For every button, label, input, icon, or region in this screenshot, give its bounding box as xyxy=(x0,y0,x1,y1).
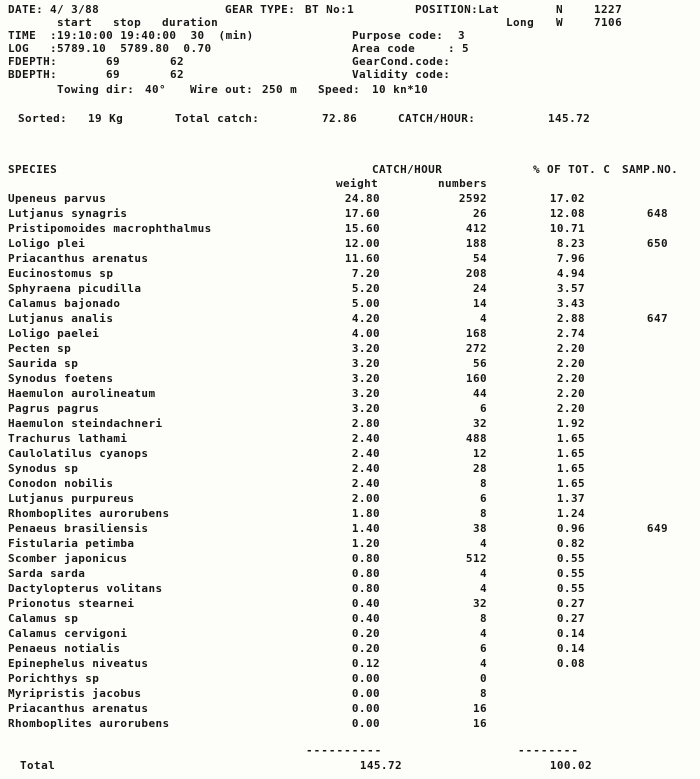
catch-numbers: 32 xyxy=(472,597,487,610)
species-name: Trachurus lathami xyxy=(8,432,128,445)
species-name: Priacanthus arenatus xyxy=(8,702,149,715)
pct-of-total: 2.74 xyxy=(556,327,585,340)
catch-numbers: 8 xyxy=(479,507,487,520)
table-row xyxy=(0,326,700,341)
header-line-7 xyxy=(0,83,700,96)
catch-numbers: 4 xyxy=(479,567,487,580)
catch-weight: 0.80 xyxy=(351,582,380,595)
bdepth-start: 69 xyxy=(106,68,121,81)
table-row xyxy=(0,461,700,476)
species-name: Lutjanus purpureus xyxy=(8,492,135,505)
samp-no xyxy=(585,716,668,731)
catch-weight: 1.20 xyxy=(351,537,380,550)
pct-of-total: 0.96 xyxy=(556,522,585,535)
pct-of-total: 10.71 xyxy=(549,222,585,235)
table-row xyxy=(0,416,700,431)
catch-weight: 4.00 xyxy=(351,327,380,340)
total-rules xyxy=(0,744,700,757)
species-name: Rhomboplites aurorubens xyxy=(8,717,170,730)
catch-numbers: 6 xyxy=(479,402,487,415)
samp-no: 647 xyxy=(646,312,668,325)
catch-numbers: 168 xyxy=(465,327,487,340)
catch-weight: 2.40 xyxy=(351,477,380,490)
bdepth-label: BDEPTH: xyxy=(8,68,58,81)
samp-no xyxy=(585,551,668,566)
table-row xyxy=(0,701,700,716)
catch-weight: 0.00 xyxy=(351,717,380,730)
col-start-label: start xyxy=(57,16,93,29)
catch-numbers: 0 xyxy=(479,672,487,685)
pct-of-total: 0.55 xyxy=(556,582,585,595)
catch-weight: 3.20 xyxy=(351,402,380,415)
long-label: Long xyxy=(506,16,535,29)
catch-numbers: 188 xyxy=(465,237,487,250)
samp-no: 649 xyxy=(646,522,668,535)
catch-weight: 24.80 xyxy=(344,192,380,205)
pct-of-total: 4.94 xyxy=(556,267,585,280)
table-row xyxy=(0,566,700,581)
sorted-value: 19 Kg xyxy=(88,112,124,125)
header-line-3 xyxy=(0,29,700,42)
table-row xyxy=(0,266,700,281)
samp-no xyxy=(585,296,668,311)
catch-weight: 1.40 xyxy=(351,522,380,535)
catch-numbers: 54 xyxy=(472,252,487,265)
species-name: Loligo paelei xyxy=(8,327,100,340)
sorted-label: Sorted: xyxy=(18,112,68,125)
table-subheader-row xyxy=(0,177,700,190)
samp-no xyxy=(585,191,668,206)
samp-no xyxy=(585,656,668,671)
pct-of-total: 12.08 xyxy=(549,207,585,220)
wire-out-value: 250 m xyxy=(262,83,298,96)
time-values: :19:10:00 19:40:00 30 (min) xyxy=(50,29,254,42)
pct-of-total: 2.20 xyxy=(556,357,585,370)
samp-no xyxy=(585,326,668,341)
pct-total-rule: -------- xyxy=(518,744,579,757)
catch-weight: 11.60 xyxy=(344,252,380,265)
catch-weight: 0.80 xyxy=(351,552,380,565)
species-name: Penaeus brasiliensis xyxy=(8,522,149,535)
fdepth-start: 69 xyxy=(106,55,121,68)
catch-numbers: 272 xyxy=(465,342,487,355)
catch-numbers: 12 xyxy=(472,447,487,460)
catch-numbers: 38 xyxy=(472,522,487,535)
catch-numbers: 6 xyxy=(479,492,487,505)
species-rows xyxy=(0,191,700,731)
samp-no xyxy=(585,401,668,416)
pct-of-total: 0.14 xyxy=(556,627,585,640)
catch-weight: 0.00 xyxy=(351,687,380,700)
samp-no xyxy=(585,671,668,686)
pct-of-total: 0.08 xyxy=(556,657,585,670)
species-name: Pecten sp xyxy=(8,342,72,355)
samp-no xyxy=(585,431,668,446)
table-row xyxy=(0,446,700,461)
catch-weight: 3.20 xyxy=(351,387,380,400)
total-label: Total xyxy=(20,759,56,772)
pct-of-total: 3.43 xyxy=(556,297,585,310)
pct-of-total xyxy=(487,671,585,686)
catch-numbers: 8 xyxy=(479,687,487,700)
table-row xyxy=(0,536,700,551)
total-weight: 145.72 xyxy=(359,759,402,772)
samp-no xyxy=(585,506,668,521)
samp-no xyxy=(585,461,668,476)
table-row xyxy=(0,221,700,236)
species-name: Pristipomoides macrophthalmus xyxy=(8,222,212,235)
gear-type-value: BT No:1 xyxy=(305,3,355,16)
catch-weight: 0.20 xyxy=(351,627,380,640)
pct-of-total-column-header: % OF TOT. C xyxy=(533,163,611,176)
pct-of-total: 0.55 xyxy=(556,567,585,580)
samp-no: 648 xyxy=(646,207,668,220)
pct-of-total: 3.57 xyxy=(556,282,585,295)
lat-value: 1227 xyxy=(594,3,623,16)
gearcond-code-label: GearCond.code: xyxy=(352,55,451,68)
col-stop-label: stop xyxy=(113,16,142,29)
area-code-value: 5 xyxy=(462,42,470,55)
catch-weight: 0.00 xyxy=(351,702,380,715)
catch-numbers: 412 xyxy=(465,222,487,235)
samp-no xyxy=(585,356,668,371)
catch-numbers: 28 xyxy=(472,462,487,475)
table-row xyxy=(0,251,700,266)
species-name: Eucinostomus sp xyxy=(8,267,114,280)
species-name: Rhomboplites aurorubens xyxy=(8,507,170,520)
table-row xyxy=(0,476,700,491)
header-line-5 xyxy=(0,55,700,68)
table-row xyxy=(0,491,700,506)
area-code-colon: : xyxy=(448,42,456,55)
species-name: Upeneus parvus xyxy=(8,192,107,205)
catch-weight: 3.20 xyxy=(351,372,380,385)
species-name: Penaeus notialis xyxy=(8,642,121,655)
catch-numbers: 512 xyxy=(465,552,487,565)
catch-weight: 5.20 xyxy=(351,282,380,295)
species-name: Myripristis jacobus xyxy=(8,687,142,700)
header-line-6 xyxy=(0,68,700,81)
pct-of-total: 1.24 xyxy=(556,507,585,520)
samp-no xyxy=(585,221,668,236)
table-row xyxy=(0,386,700,401)
samp-no xyxy=(585,596,668,611)
pct-of-total: 2.20 xyxy=(556,372,585,385)
table-row xyxy=(0,626,700,641)
species-name: Epinephelus niveatus xyxy=(8,657,149,670)
catch-weight: 0.80 xyxy=(351,567,380,580)
catch-numbers: 4 xyxy=(479,627,487,640)
table-row xyxy=(0,581,700,596)
samp-no xyxy=(585,581,668,596)
catch-weight: 2.80 xyxy=(351,417,380,430)
catch-numbers: 4 xyxy=(479,582,487,595)
species-column-header: SPECIES xyxy=(8,163,58,176)
log-values: :5789.10 5789.80 0.70 xyxy=(50,42,212,55)
samp-no xyxy=(585,686,668,701)
species-name: Calamus sp xyxy=(8,612,79,625)
time-label: TIME xyxy=(8,29,37,42)
catch-numbers: 208 xyxy=(465,267,487,280)
catch-weight: 5.00 xyxy=(351,297,380,310)
pct-of-total: 7.96 xyxy=(556,252,585,265)
samp-no xyxy=(585,446,668,461)
pct-of-total: 2.20 xyxy=(556,342,585,355)
pct-of-total: 1.65 xyxy=(556,462,585,475)
species-name: Porichthys sp xyxy=(8,672,100,685)
speed-label: Speed: xyxy=(318,83,361,96)
species-name: Haemulon aurolineatum xyxy=(8,387,156,400)
catch-per-hour-value: 145.72 xyxy=(548,112,591,125)
catch-weight: 2.40 xyxy=(351,447,380,460)
samp-no xyxy=(585,281,668,296)
catch-weight: 0.00 xyxy=(351,672,380,685)
pct-of-total: 0.82 xyxy=(556,537,585,550)
table-row xyxy=(0,521,700,536)
species-name: Saurida sp xyxy=(8,357,79,370)
pct-of-total: 8.23 xyxy=(556,237,585,250)
pct-of-total: 1.65 xyxy=(556,432,585,445)
pct-of-total: 1.92 xyxy=(556,417,585,430)
pct-of-total: 0.27 xyxy=(556,597,585,610)
numbers-subheader: numbers xyxy=(438,177,488,190)
catch-numbers: 24 xyxy=(472,282,487,295)
samp-no xyxy=(585,641,668,656)
pct-of-total: 0.27 xyxy=(556,612,585,625)
table-row xyxy=(0,611,700,626)
lat-hemisphere: N xyxy=(556,3,564,16)
wire-out-label: Wire out: xyxy=(190,83,254,96)
total-pct: 100.02 xyxy=(549,759,592,772)
table-row xyxy=(0,371,700,386)
table-row xyxy=(0,236,700,251)
fdepth-label: FDEPTH: xyxy=(8,55,58,68)
catch-weight: 3.20 xyxy=(351,342,380,355)
header-line-2 xyxy=(0,16,700,29)
summary-line xyxy=(0,112,700,125)
long-value: 7106 xyxy=(594,16,623,29)
species-name: Synodus sp xyxy=(8,462,79,475)
samp-no xyxy=(585,626,668,641)
table-row xyxy=(0,356,700,371)
samp-no xyxy=(585,416,668,431)
species-name: Loligo plei xyxy=(8,237,86,250)
catch-weight: 4.20 xyxy=(351,312,380,325)
pct-of-total: 2.88 xyxy=(556,312,585,325)
pct-of-total: 1.65 xyxy=(556,477,585,490)
catch-weight: 12.00 xyxy=(344,237,380,250)
col-duration-label: duration xyxy=(162,16,219,29)
species-name: Lutjanus analis xyxy=(8,312,114,325)
table-row xyxy=(0,311,700,326)
weight-subheader: weight xyxy=(336,177,379,190)
species-name: Calamus bajonado xyxy=(8,297,121,310)
catch-weight: 17.60 xyxy=(344,207,380,220)
catch-weight: 15.60 xyxy=(344,222,380,235)
species-name: Conodon nobilis xyxy=(8,477,114,490)
samp-no-column-header: SAMP.NO. xyxy=(622,163,679,176)
samp-no xyxy=(585,566,668,581)
catch-per-hour-column-header: CATCH/HOUR xyxy=(372,163,443,176)
bdepth-stop: 62 xyxy=(170,68,185,81)
samp-no xyxy=(585,611,668,626)
catch-weight: 1.80 xyxy=(351,507,380,520)
table-row xyxy=(0,431,700,446)
samp-no xyxy=(585,701,668,716)
total-row xyxy=(0,759,700,772)
table-row xyxy=(0,506,700,521)
table-header-row xyxy=(0,163,700,176)
catch-weight: 2.40 xyxy=(351,432,380,445)
samp-no xyxy=(585,491,668,506)
table-row xyxy=(0,206,700,221)
towing-dir-value: 40° xyxy=(145,83,167,96)
table-row xyxy=(0,686,700,701)
table-row xyxy=(0,296,700,311)
table-row xyxy=(0,401,700,416)
purpose-code-value: 3 xyxy=(458,29,466,42)
catch-numbers: 4 xyxy=(479,657,487,670)
long-hemisphere: W xyxy=(556,16,564,29)
samp-no xyxy=(585,266,668,281)
species-name: Prionotus stearnei xyxy=(8,597,135,610)
pct-of-total: 0.55 xyxy=(556,552,585,565)
catch-numbers: 56 xyxy=(472,357,487,370)
catch-numbers: 14 xyxy=(472,297,487,310)
pct-of-total: 1.65 xyxy=(556,447,585,460)
catch-numbers: 488 xyxy=(465,432,487,445)
species-name: Calamus cervigoni xyxy=(8,627,128,640)
species-name: Priacanthus arenatus xyxy=(8,252,149,265)
catch-numbers: 6 xyxy=(479,642,487,655)
table-row xyxy=(0,191,700,206)
pct-of-total: 2.20 xyxy=(556,402,585,415)
catch-numbers: 26 xyxy=(472,207,487,220)
pct-of-total xyxy=(487,701,585,716)
total-catch-label: Total catch: xyxy=(175,112,260,125)
catch-weight: 2.40 xyxy=(351,462,380,475)
catch-numbers: 4 xyxy=(479,312,487,325)
date-value: 4/ 3/88 xyxy=(50,3,100,16)
fdepth-stop: 62 xyxy=(170,55,185,68)
area-code-label: Area code xyxy=(352,42,416,55)
species-name: Synodus foetens xyxy=(8,372,114,385)
catch-numbers: 16 xyxy=(472,717,487,730)
table-row xyxy=(0,281,700,296)
weight-total-rule: ---------- xyxy=(306,744,383,757)
catch-numbers: 160 xyxy=(465,372,487,385)
date-label: DATE: xyxy=(8,3,44,16)
catch-weight: 0.40 xyxy=(351,597,380,610)
towing-dir-label: Towing dir: xyxy=(57,83,135,96)
purpose-code-label: Purpose code: xyxy=(352,29,444,42)
table-row xyxy=(0,341,700,356)
catch-weight: 0.12 xyxy=(351,657,380,670)
pct-of-total xyxy=(487,686,585,701)
catch-numbers: 44 xyxy=(472,387,487,400)
catch-weight: 0.20 xyxy=(351,642,380,655)
species-name: Caulolatilus cyanops xyxy=(8,447,149,460)
catch-numbers: 8 xyxy=(479,477,487,490)
total-catch-value: 72.86 xyxy=(322,112,358,125)
pct-of-total: 1.37 xyxy=(556,492,585,505)
pct-of-total xyxy=(487,716,585,731)
table-row xyxy=(0,641,700,656)
catch-weight: 0.40 xyxy=(351,612,380,625)
catch-numbers: 4 xyxy=(479,537,487,550)
species-name: Haemulon steindachneri xyxy=(8,417,163,430)
species-name: Fistularia petimba xyxy=(8,537,135,550)
species-name: Lutjanus synagris xyxy=(8,207,128,220)
species-name: Sarda sarda xyxy=(8,567,86,580)
samp-no xyxy=(585,476,668,491)
samp-no xyxy=(585,536,668,551)
gear-type-label: GEAR TYPE: xyxy=(225,3,296,16)
samp-no: 650 xyxy=(646,237,668,250)
catch-numbers: 32 xyxy=(472,417,487,430)
speed-value: 10 kn*10 xyxy=(372,83,429,96)
catch-weight: 3.20 xyxy=(351,357,380,370)
samp-no xyxy=(585,386,668,401)
samp-no xyxy=(585,371,668,386)
validity-code-label: Validity code: xyxy=(352,68,451,81)
header-line-1 xyxy=(0,3,700,16)
pct-of-total: 17.02 xyxy=(549,192,585,205)
header-line-4 xyxy=(0,42,700,55)
table-row xyxy=(0,551,700,566)
species-name: Sphyraena picudilla xyxy=(8,282,142,295)
catch-numbers: 8 xyxy=(479,612,487,625)
species-name: Pagrus pagrus xyxy=(8,402,100,415)
table-row xyxy=(0,716,700,731)
catch-weight: 2.00 xyxy=(351,492,380,505)
catch-weight: 7.20 xyxy=(351,267,380,280)
species-name: Dactylopterus volitans xyxy=(8,582,163,595)
log-label: LOG xyxy=(8,42,30,55)
table-row xyxy=(0,596,700,611)
table-row xyxy=(0,656,700,671)
position-label: POSITION:Lat xyxy=(415,3,500,16)
samp-no xyxy=(585,251,668,266)
table-row xyxy=(0,671,700,686)
samp-no xyxy=(585,341,668,356)
catch-numbers: 16 xyxy=(472,702,487,715)
catch-numbers: 2592 xyxy=(458,192,487,205)
catch-per-hour-label: CATCH/HOUR: xyxy=(398,112,476,125)
species-name: Scomber japonicus xyxy=(8,552,128,565)
pct-of-total: 0.14 xyxy=(556,642,585,655)
pct-of-total: 2.20 xyxy=(556,387,585,400)
